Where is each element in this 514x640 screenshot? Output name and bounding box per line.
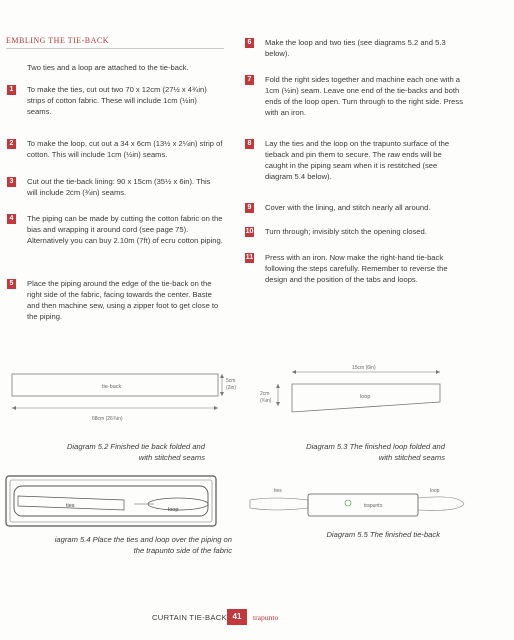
tie-back-label: tie-back <box>102 384 122 390</box>
ties-shape <box>250 498 308 510</box>
step-3 <box>9 176 223 198</box>
caption-5-3 <box>270 441 445 463</box>
width-label: 68cm (26¾in) <box>92 416 123 422</box>
step-number: 6 <box>245 38 254 48</box>
title-rule <box>6 48 224 49</box>
step-text: Cover with the lining, and stitch nearly all around. <box>265 203 431 212</box>
step-text: Press with an iron. Now make the right-hand tie-back following the steps carefully. Remember to reverse the design and the position of the tabs and loops. <box>265 253 448 284</box>
step-9 <box>247 202 465 213</box>
caption-line: iagram 5.4 Place the ties and loop over the piping on <box>54 535 232 544</box>
loop-height-inch-label: (¾in) <box>260 398 272 404</box>
tie-back-body <box>308 494 418 516</box>
footer-chapter: CURTAIN TIE-BACK <box>152 613 227 622</box>
step-number: 7 <box>245 75 254 85</box>
step-text: To make the loop, cut out a 34 x 6cm (13½ x 2¼in) strip of cotton. This will include 1cm (½in) seams. <box>27 139 223 159</box>
trapunto-label: trapunto <box>364 503 383 509</box>
diagram-5-5 <box>244 478 470 524</box>
height-label: 5cm <box>226 378 236 384</box>
step-text: Cut out the tie-back lining: 90 x 15cm (35½ x 6in). This will include 2cm (¾in) seams. <box>27 177 211 197</box>
step-number: 4 <box>7 214 16 224</box>
step-text: Turn through; invisibly stitch the opening closed. <box>265 227 427 236</box>
step-text: Fold the right sides together and machine each one with a 1cm (½in) seam. Leave one end of the tie-backs and both ends of the loop open. Turn through to the right side. Press with an iron. <box>265 75 463 117</box>
caption-line: with stitched seams <box>378 453 445 462</box>
step-text: Lay the ties and the loop on the trapunto surface of the tieback and pin them to secure. The raw ends will be caught in the piping seam when it is restitched (see diagram 5.4 below). <box>265 139 450 181</box>
step-11 <box>245 252 465 285</box>
step-number: 10 <box>245 228 254 235</box>
step-1 <box>9 84 223 117</box>
step-text: To make the ties, cut out two 70 x 12cm (27½ x 4¾in) strips of cotton fabric. These will include 1cm (½in) seams. <box>27 85 207 116</box>
step-6 <box>247 37 465 59</box>
ties-label: ties <box>274 488 282 494</box>
step-number: 9 <box>245 203 254 213</box>
step-8 <box>247 138 465 182</box>
caption-5-2 <box>30 441 205 463</box>
step-number: 8 <box>245 139 254 149</box>
loop-label: loop <box>360 394 371 400</box>
ties-label: ties <box>66 503 75 509</box>
step-text: The piping can be made by cutting the cotton fabric on the bias and wrapping it around cord (see page 75). Alternatively you can buy 2.10m (7ft) of ecru cotton piping. <box>27 214 223 245</box>
step-text: Place the piping around the edge of the tie-back on the right side of the fabric, facing towards the center. Baste and then machine sew, using a zipper foot to get close to the piping. <box>27 279 219 321</box>
caption-line: with stitched seams <box>138 453 205 462</box>
step-10 <box>245 226 465 237</box>
loop-width-label: 15cm (6in) <box>352 365 376 371</box>
loop-shape <box>418 497 464 511</box>
caption-line: the trapunto side of the fabric <box>133 546 232 555</box>
step-text: Make the loop and two ties (see diagrams 5.2 and 5.3 below). <box>265 38 446 58</box>
caption-line: Diagram 5.2 Finished tie back folded and <box>66 442 205 451</box>
diagram-5-4 <box>4 474 220 530</box>
page-number: 41 <box>227 609 247 625</box>
step-number: 1 <box>7 85 16 95</box>
step-5 <box>9 278 223 322</box>
step-number: 2 <box>7 139 16 149</box>
footer-section: trapunto <box>253 613 279 622</box>
step-number: 5 <box>7 279 16 289</box>
step-number: 11 <box>245 254 254 261</box>
intro-text: Two ties and a loop are attached to the tie-back. <box>27 63 189 72</box>
diagram-5-3 <box>252 362 452 432</box>
caption-5-4 <box>0 534 232 556</box>
section-title: EMBLING THE TIE-BACK <box>6 36 110 45</box>
diagram-5-2 <box>10 368 250 428</box>
step-7 <box>247 74 465 118</box>
loop-label: loop <box>168 507 179 513</box>
step-2 <box>9 138 223 160</box>
caption-5-5: Diagram 5.5 The finished tie-back <box>326 530 440 539</box>
loop-label: loop <box>430 488 440 494</box>
step-number: 3 <box>7 177 16 187</box>
caption-line: Diagram 5.3 The finished loop folded and <box>306 442 445 451</box>
step-4 <box>9 213 223 246</box>
trapunto-motif <box>345 500 351 506</box>
height-inch-label: (2in) <box>226 385 237 391</box>
loop-height-label: 2cm <box>260 391 270 397</box>
